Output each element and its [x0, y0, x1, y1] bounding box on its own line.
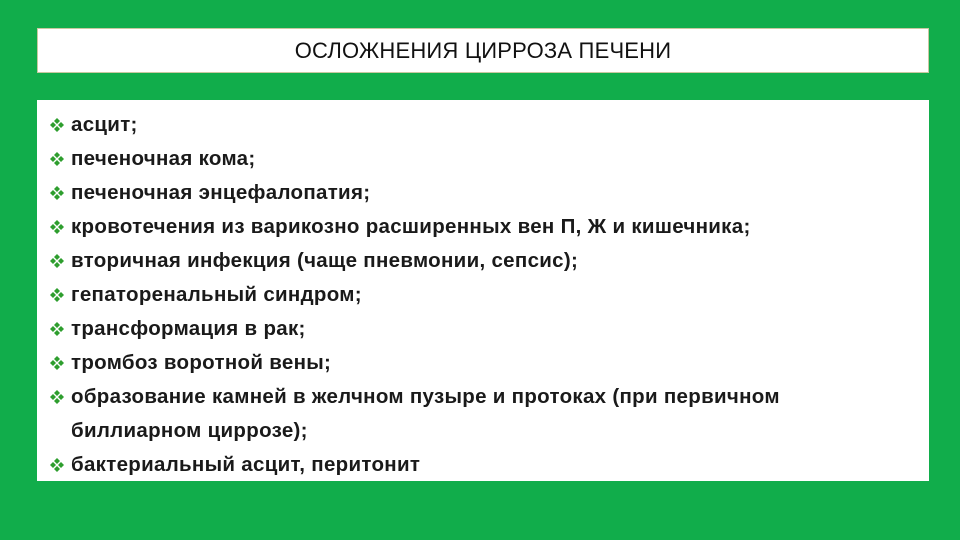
list-item — [49, 142, 929, 176]
list-item-text: вторичная инфекция (чаще пневмонии, сепсис); — [71, 249, 579, 272]
diamond-bullet-icon — [49, 244, 71, 278]
list-item-text: печеночная энцефалопатия; — [71, 181, 371, 204]
diamond-bullet-icon — [49, 346, 71, 380]
diamond-bullet-icon — [49, 380, 71, 414]
list-item — [49, 244, 929, 278]
list-item — [49, 176, 929, 210]
diamond-bullet-icon — [49, 278, 71, 312]
diamond-bullet-icon — [49, 108, 71, 142]
list-item-text: гепаторенальный синдром; — [71, 283, 362, 306]
list-item-text: печеночная кома; — [71, 147, 256, 170]
title-box — [37, 28, 929, 73]
complications-list — [49, 108, 929, 482]
diamond-bullet-icon — [49, 210, 71, 244]
list-item — [49, 380, 929, 448]
list-item — [49, 346, 929, 380]
diamond-bullet-icon — [49, 142, 71, 176]
list-item-text: бактериальный асцит, перитонит — [71, 453, 421, 476]
list-item-text: тромбоз воротной вены; — [71, 351, 332, 374]
list-item — [49, 312, 929, 346]
list-item — [49, 108, 929, 142]
list-item — [49, 278, 929, 312]
slide-title: ОСЛОЖНЕНИЯ ЦИРРОЗА ПЕЧЕНИ — [294, 37, 672, 63]
diamond-bullet-icon — [49, 312, 71, 346]
list-item — [49, 210, 929, 244]
list-item-text: асцит; — [71, 113, 138, 136]
content-box — [37, 100, 929, 481]
list-item-text: образование камней в желчном пузыре и протоках (при первичном биллиарном циррозе); — [71, 385, 780, 442]
list-item-text: кровотечения из варикозно расширенных вен П, Ж и кишечника; — [71, 215, 751, 238]
list-item-text: трансформация в рак; — [71, 317, 306, 340]
diamond-bullet-icon — [49, 448, 71, 482]
list-item — [49, 448, 929, 482]
diamond-bullet-icon — [49, 176, 71, 210]
